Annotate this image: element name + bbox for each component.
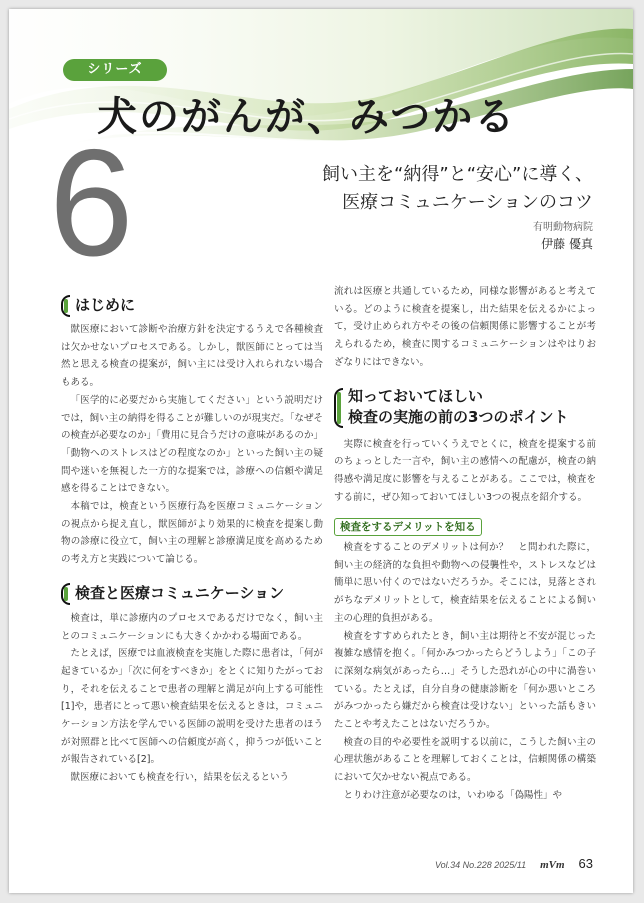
body-paragraph: 実際に検査を行っていくうえでとくに，検査を提案する前のちょっとした一言や，飼い主の感情への配慮が，検査の納得感や満足度に影響を与えることがある。ここでは，検査をする前に，ぜひ知っておいてほしい3つの視点を紹介する。 [334, 438, 596, 503]
body-paragraph: 検査をすることのデメリットは何か？ と問われた際に，飼い主の経済的な負担や動物への侵襲性や，ストレスなどは簡単に思い付くのではないだろうか。そこには，見落とされがちなデメリットとして，検査結果を伝えることによる飼い主の心理的負担がある。 [334, 542, 596, 624]
series-number: 6 [49, 118, 134, 288]
body-paragraph: 「医学的に必要だから実施してください」という説明だけでは，飼い主の納得を得ることが難しいのが現実だ。「なぜその検査が必要なのか」「費用に見合うだけの意味があるのか」「動物へのストレスはどの程度なのか」といった飼い主の疑問や迷いを無視した一方的な提案では，診療への信頼や満足感を得ることはできない。 [61, 394, 323, 495]
article-subtitle [322, 161, 593, 217]
body-paragraph-continued: 流れは医療と共通しているため，同様な影響があると考えている。どのように検査を提案し，出た結果を伝えるかによって，受け止められ方やその後の信頼関係に影響することが考えられるため，検査に関するコミュニケーションはやはりおざなりにはできない。 [334, 286, 596, 368]
right-column [334, 283, 596, 805]
heading-bracket-icon [334, 386, 344, 430]
body-paragraph: 検査は，単に診療内のプロセスであるだけでなく，飼い主とのコミュニケーションにも大きくかかわる場面である。 [61, 612, 323, 642]
section-heading-introduction [61, 293, 323, 319]
left-column [61, 293, 323, 787]
heading-bracket-icon [61, 581, 71, 607]
body-paragraph: 検査をすすめられたとき，飼い主は期待と不安が混じった複雑な感情を抱く。「何かみつかったらどうしよう」「この子に深刻な病気があったら…」そうした恐れが心の中に渦巻いている。たとえば，自分自身の健康診断を「何か悪いところがみつかったら嫌だから検査は受けない」といった話もきいたことや考えたことはないだろうか。 [334, 630, 596, 731]
section-heading-three-points [334, 386, 596, 430]
body-paragraph: 検査の目的や必要性を説明する以前に，こうした飼い主の心理状態があることを理解しておくことは，信頼関係の構築において欠かせない視点である。 [334, 736, 596, 784]
subtitle-line-1: 飼い主を“納得”と“安心”に導く、 [322, 164, 593, 185]
section-heading-text [348, 386, 568, 428]
page-footer [435, 856, 593, 871]
heading-line-1: 知っておいてほしい [348, 386, 484, 405]
body-paragraph: たとえば，医療では血液検査を実施した際に患者は，「何が起きているか」「次に何をすべきか」をとくに知りたがっており，それを伝えることで患者の理解と満足が向上する可能性[1]や，患者にとって悪い検査結果を伝えるときは，コミュニケーション方法を学んでいる医師の説明を受けた患者のほうが対照群と比べて医師への信頼度が高く，抑うつが低いことが報告されている[2]。 [61, 648, 323, 766]
subheading-wrapper [334, 518, 596, 537]
magazine-page [9, 9, 633, 893]
volume-info: Vol.34 No.228 2025/11 [435, 860, 527, 870]
body-paragraph: 獣医療において診断や治療方針を決定するうえで各種検査は欠かせないプロセスである。しかし，獣医師にとっては当然と思える検査の提案が，飼い主には受け入れられない場合もある。 [61, 324, 323, 389]
magazine-logo: mVm [540, 859, 565, 871]
body-paragraph: 獣医療においても検査を行い，結果を伝えるという [70, 772, 290, 784]
heading-bracket-icon [61, 293, 71, 319]
subheading-demerits: 検査をするデメリットを知る [334, 518, 482, 536]
author-block [533, 221, 593, 253]
page-number: 63 [578, 856, 593, 871]
body-paragraph: とりわけ注意が必要なのは，いわゆる「偽陽性」や [343, 789, 563, 801]
section-heading-text: 検査と医療コミュニケーション [75, 583, 285, 602]
author-organization: 有明動物病院 [533, 222, 593, 233]
body-paragraph: 本稿では，検査という医療行為を医療コミュニケーションの視点から捉え直し，獣医師がより効果的に検査を提案し動物の診療に役立て，飼い主の理解と診療満足度を高めるための考え方と実践について論じる。 [61, 501, 323, 566]
subtitle-line-2: 医療コミュニケーションのコツ [342, 192, 593, 213]
series-badge: シリーズ [63, 59, 167, 81]
section-heading-exam-communication [61, 581, 323, 607]
author-name: 伊藤 優真 [541, 237, 593, 251]
series-title: 犬のがんが、みつかる [97, 94, 517, 140]
section-heading-text: はじめに [75, 296, 136, 315]
heading-line-2: 検査の実施の前の3つのポイント [348, 407, 569, 426]
